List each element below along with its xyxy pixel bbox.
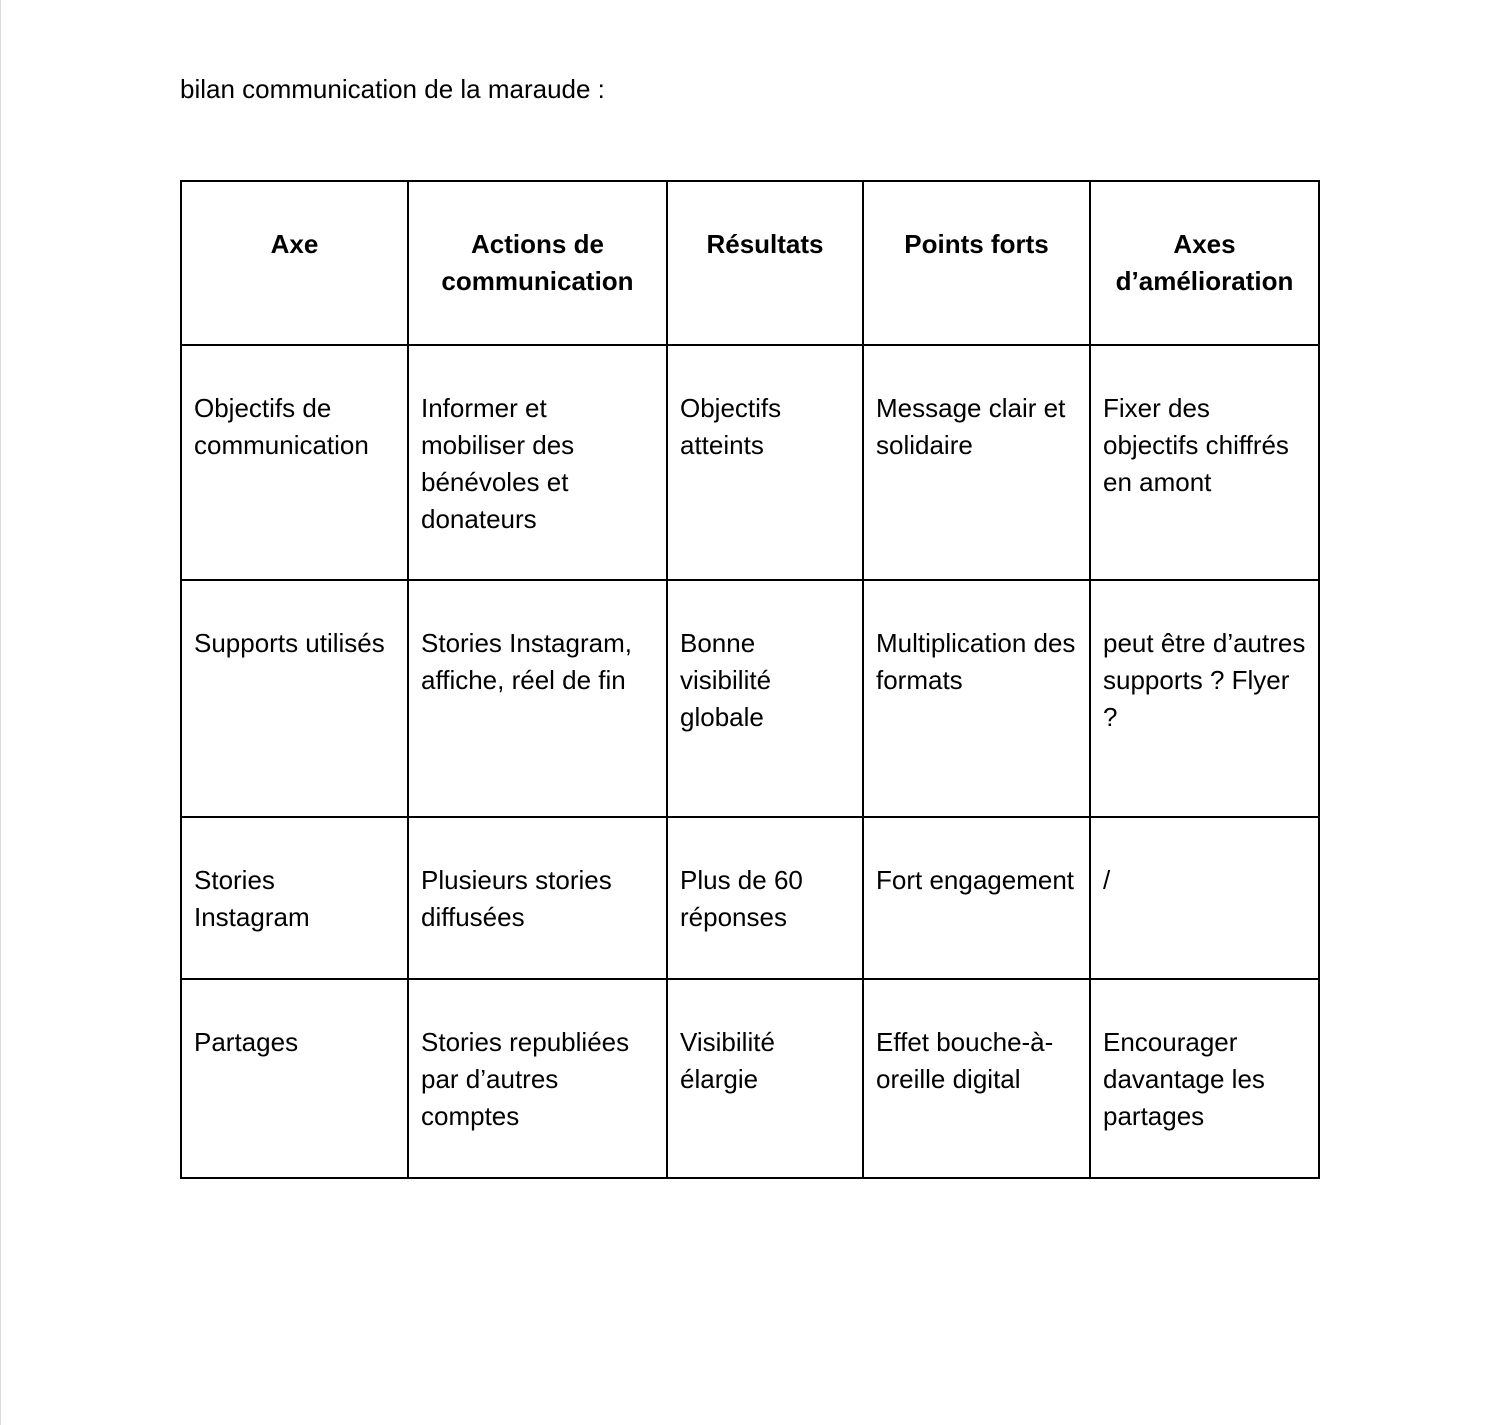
document-title: bilan communication de la maraude : [180, 74, 605, 104]
table-cell: Visibilité élargie [667, 979, 863, 1178]
table-cell: Plus de 60 réponses [667, 817, 863, 979]
table-cell: Supports utilisés [181, 580, 408, 817]
table-cell: Fixer des objectifs chiffrés en amont [1090, 345, 1319, 580]
table-cell: Stories Instagram, affiche, réel de fin [408, 580, 667, 817]
page-edge [0, 0, 1, 1425]
header-resultats: Résultats [667, 181, 863, 345]
table-cell: Multiplication des formats [863, 580, 1090, 817]
communication-summary-table [180, 180, 1320, 1179]
table-row [181, 345, 1319, 580]
table-cell: Stories republiées par d’autres comptes [408, 979, 667, 1178]
table-cell: Informer et mobiliser des bénévoles et donateurs [408, 345, 667, 580]
table-cell: Partages [181, 979, 408, 1178]
table-cell: Effet bouche-à-oreille digital [863, 979, 1090, 1178]
header-points-forts: Points forts [863, 181, 1090, 345]
table-header-row [181, 181, 1319, 345]
table-row [181, 979, 1319, 1178]
table-cell: Bonne visibilité globale [667, 580, 863, 817]
table-cell: Stories Instagram [181, 817, 408, 979]
header-axes-amelioration: Axes d’amélioration [1090, 181, 1319, 345]
table-cell: / [1090, 817, 1319, 979]
header-actions: Actions de communication [408, 181, 667, 345]
table-cell: Fort engagement [863, 817, 1090, 979]
table-row [181, 817, 1319, 979]
table-cell: Objectifs atteints [667, 345, 863, 580]
table-cell: Objectifs de communication [181, 345, 408, 580]
table-cell: peut être d’autres supports ? Flyer ? [1090, 580, 1319, 817]
table-cell: Plusieurs stories diffusées [408, 817, 667, 979]
table-row [181, 580, 1319, 817]
header-axe: Axe [181, 181, 408, 345]
table-cell: Message clair et solidaire [863, 345, 1090, 580]
table-cell: Encourager davantage les partages [1090, 979, 1319, 1178]
